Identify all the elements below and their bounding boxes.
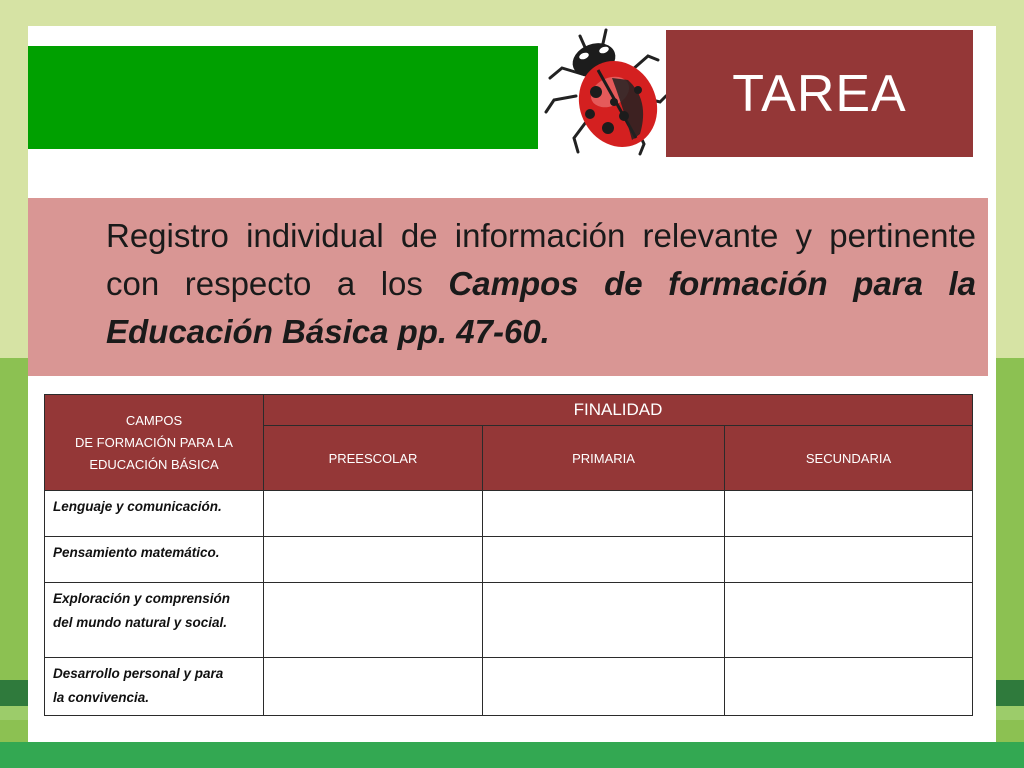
ladybug-icon [532,26,672,158]
row-label-line: la convivencia. [53,690,150,705]
table-cell[interactable] [264,491,483,537]
corner-header [45,395,264,491]
table-cell[interactable] [725,537,973,583]
group-header: FINALIDAD [264,395,973,426]
row-label [45,537,264,583]
table-row [45,491,973,537]
instruction-box [28,198,988,376]
table-cell[interactable] [264,583,483,658]
instruction-plain: Registro individual de información relevante y pertinente con respecto a los [106,217,976,302]
table-cell[interactable] [725,658,973,716]
row-label [45,583,264,658]
row-label-line: Lenguaje y comunicación. [53,499,222,514]
table-cell[interactable] [264,537,483,583]
task-title: TAREA [732,64,907,123]
table-row [45,583,973,658]
column-header-secundaria: SECUNDARIA [725,426,973,491]
table-cell[interactable] [483,583,725,658]
fields-table [44,394,973,716]
table-row [45,658,973,716]
corner-header-line: DE FORMACIÓN PARA LA [75,434,233,450]
corner-header-line: CAMPOS [125,412,183,428]
green-title-bar [28,46,538,149]
table-cell[interactable] [725,583,973,658]
background-stripe-green [0,742,1024,768]
task-title-box [666,30,973,157]
row-label-line: del mundo natural y social. [53,615,228,630]
row-label [45,658,264,716]
row-label-line: Pensamiento matemático. [53,545,220,560]
column-header-preescolar: PREESCOLAR [264,426,483,491]
table-cell[interactable] [264,658,483,716]
corner-header-line: EDUCACIÓN BÁSICA [89,456,219,472]
table-cell[interactable] [483,537,725,583]
table-cell[interactable] [483,491,725,537]
row-label-line: Desarrollo personal y para [53,666,224,681]
row-label [45,491,264,537]
row-label-line: Exploración y comprensión [53,591,231,606]
table-cell[interactable] [725,491,973,537]
instruction-text [106,212,976,356]
column-header-primaria: PRIMARIA [483,426,725,491]
table-row [45,537,973,583]
table-cell[interactable] [483,658,725,716]
instruction-emphasis: Campos de formación para la Educación Básica pp. 47-60. [106,265,976,350]
